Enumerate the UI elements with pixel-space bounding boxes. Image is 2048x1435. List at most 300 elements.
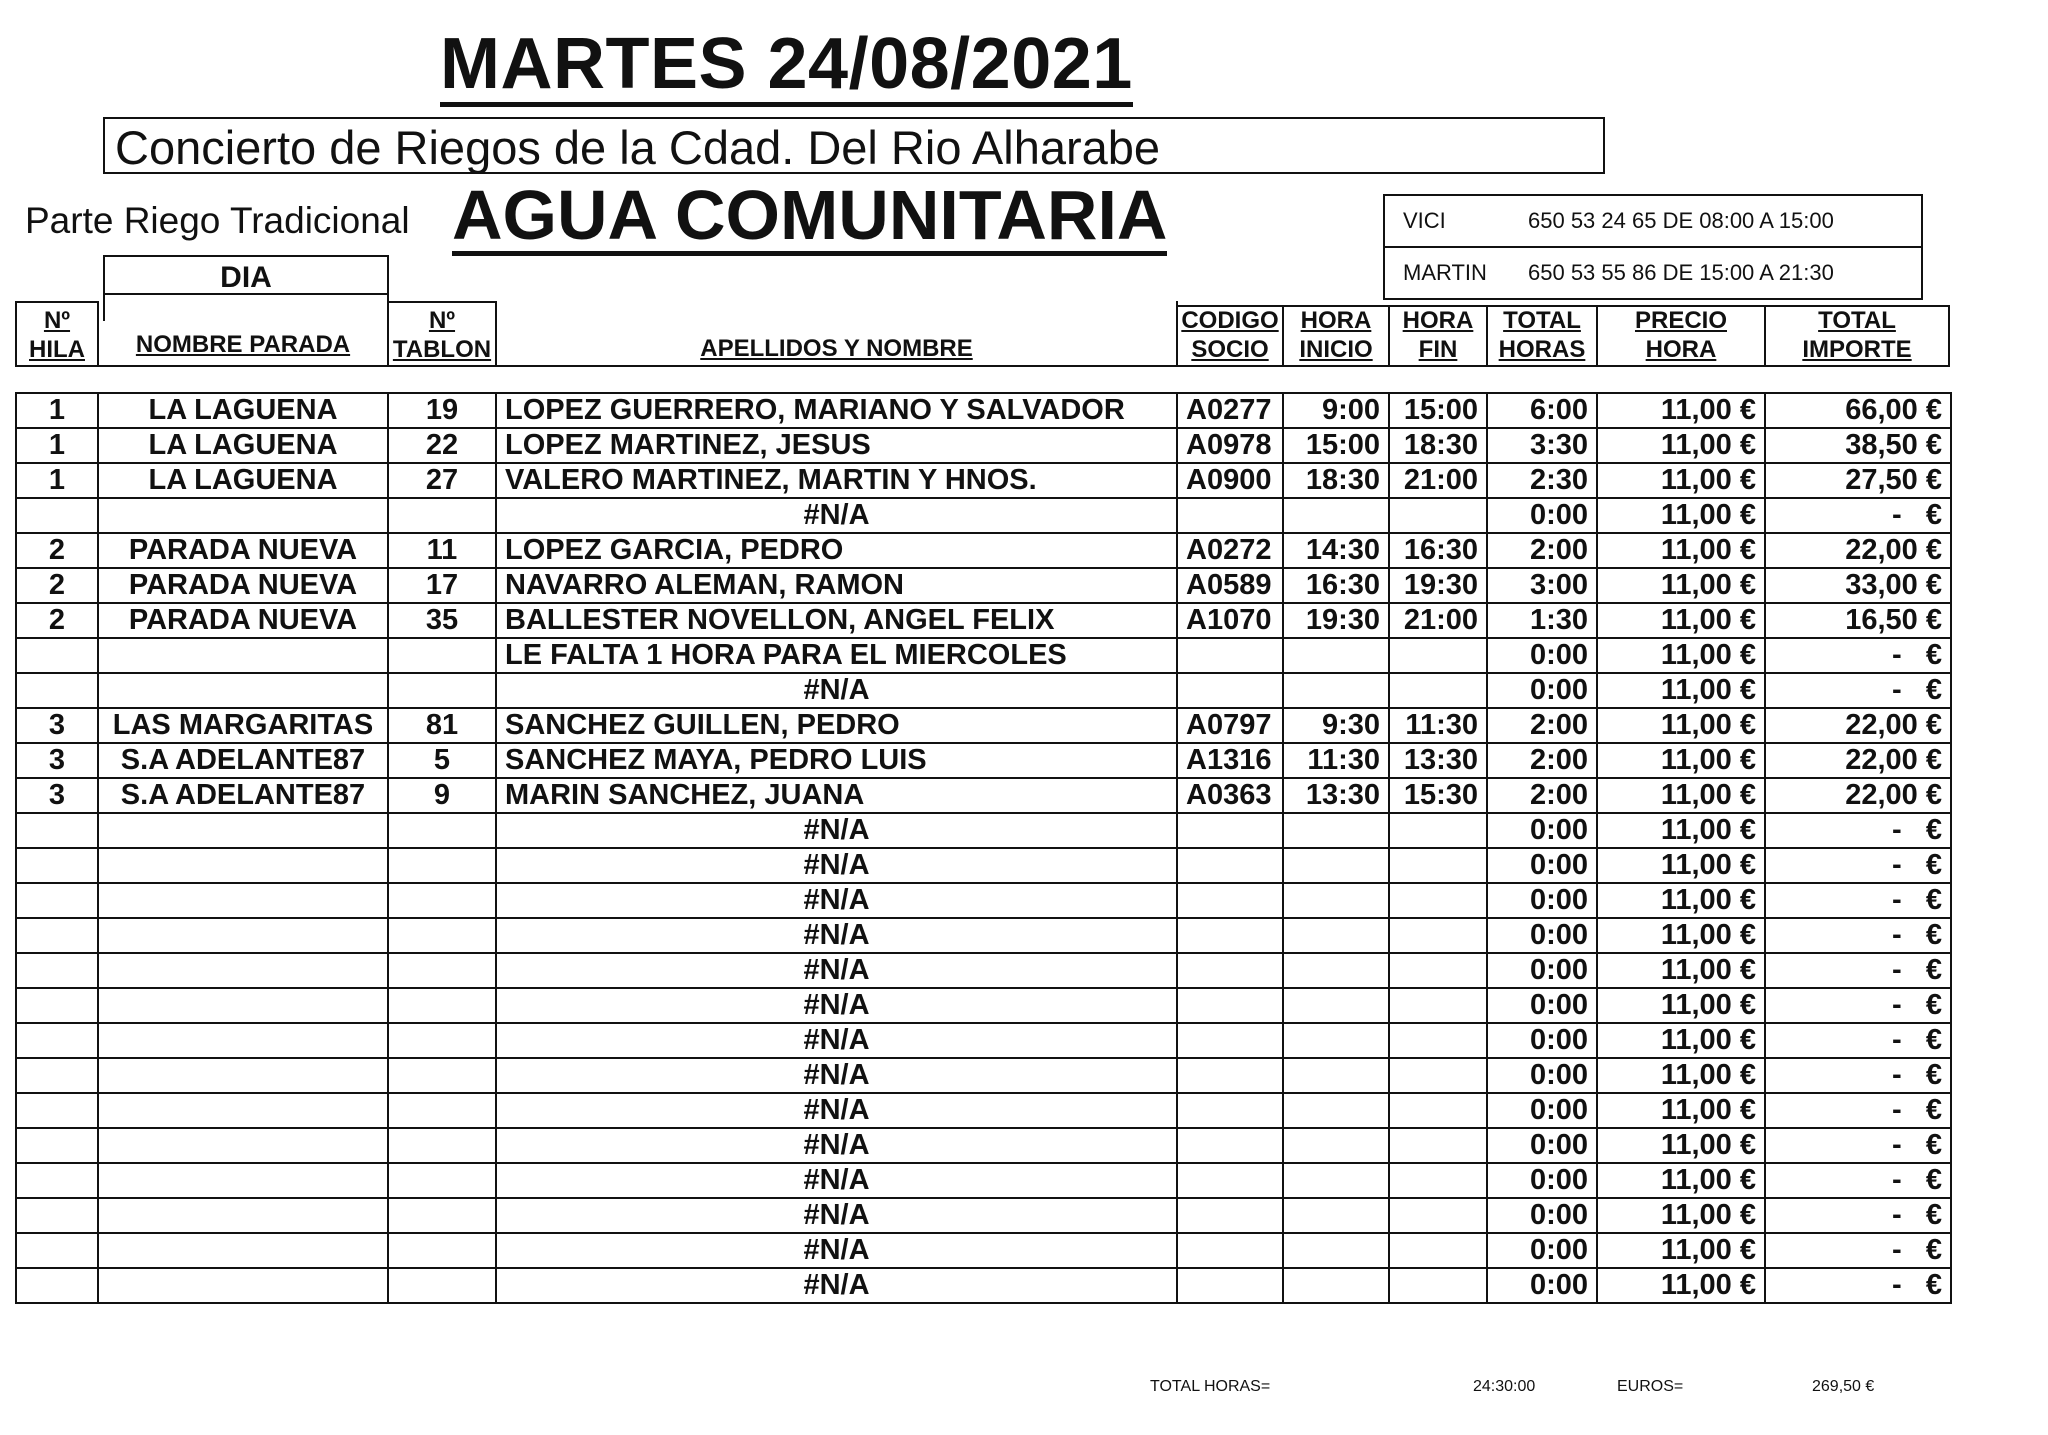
header-total-importe: TOTAL IMPORTE [1764,305,1950,367]
cell-total-importe: - € [1765,988,1951,1023]
cell-nombre-parada: LAS MARGARITAS [98,708,388,743]
cell-hila [16,673,98,708]
cell-hora-inicio [1283,813,1389,848]
cell-codigo-socio: A0978 [1177,428,1283,463]
cell-hila [16,1268,98,1303]
cell-hora-fin [1389,1233,1487,1268]
cell-total-importe: - € [1765,673,1951,708]
cell-total-importe: - € [1765,1023,1951,1058]
cell-precio-hora: 11,00 € [1597,953,1765,988]
cell-hora-inicio [1283,988,1389,1023]
cell-hora-fin [1389,988,1487,1023]
cell-tablon: 11 [388,533,496,568]
cell-apellidos-nombre: LOPEZ MARTINEZ, JESUS [496,428,1177,463]
cell-precio-hora: 11,00 € [1597,638,1765,673]
cell-total-horas: 2:00 [1487,778,1597,813]
cell-codigo-socio [1177,1093,1283,1128]
header-codigo-socio: CODIGO SOCIO [1176,305,1284,367]
cell-hora-inicio [1283,1023,1389,1058]
cell-tablon: 5 [388,743,496,778]
cell-codigo-socio: A1316 [1177,743,1283,778]
cell-total-importe: - € [1765,813,1951,848]
cell-nombre-parada [98,1023,388,1058]
cell-codigo-socio: A0797 [1177,708,1283,743]
cell-hora-inicio [1283,1198,1389,1233]
cell-nombre-parada: PARADA NUEVA [98,603,388,638]
cell-total-importe: 22,00 € [1765,533,1951,568]
cell-total-importe: 38,50 € [1765,428,1951,463]
cell-precio-hora: 11,00 € [1597,498,1765,533]
cell-codigo-socio [1177,1128,1283,1163]
cell-hila: 2 [16,603,98,638]
cell-precio-hora: 11,00 € [1597,1128,1765,1163]
cell-total-horas: 0:00 [1487,1058,1597,1093]
cell-codigo-socio [1177,1233,1283,1268]
cell-hora-fin [1389,1023,1487,1058]
cell-total-importe: - € [1765,1198,1951,1233]
irrigation-table [15,392,1952,1304]
table-row [16,393,1951,428]
cell-tablon [388,498,496,533]
cell-total-importe: 22,00 € [1765,743,1951,778]
cell-nombre-parada: LA LAGUENA [98,428,388,463]
cell-total-horas: 0:00 [1487,1093,1597,1128]
cell-total-importe: - € [1765,918,1951,953]
cell-precio-hora: 11,00 € [1597,988,1765,1023]
cell-apellidos-nombre: #N/A [496,1233,1177,1268]
cell-total-importe: - € [1765,1163,1951,1198]
cell-total-horas: 0:00 [1487,1023,1597,1058]
cell-total-horas: 0:00 [1487,813,1597,848]
cell-apellidos-nombre: #N/A [496,883,1177,918]
table-row [16,1058,1951,1093]
cell-hora-fin: 21:00 [1389,463,1487,498]
cell-nombre-parada [98,1093,388,1128]
table-row [16,918,1951,953]
cell-total-importe: - € [1765,1233,1951,1268]
cell-hila: 3 [16,778,98,813]
cell-hora-inicio: 15:00 [1283,428,1389,463]
cell-hila [16,1128,98,1163]
cell-hora-inicio: 9:00 [1283,393,1389,428]
cell-apellidos-nombre: #N/A [496,673,1177,708]
table-row [16,428,1951,463]
dia-box [103,255,389,323]
euros-label: EUROS= [1617,1378,1684,1395]
contact-row [1385,196,1921,248]
cell-precio-hora: 11,00 € [1597,1198,1765,1233]
cell-hora-inicio [1283,673,1389,708]
cell-precio-hora: 11,00 € [1597,1233,1765,1268]
cell-apellidos-nombre: #N/A [496,918,1177,953]
cell-codigo-socio [1177,813,1283,848]
cell-hora-fin [1389,1128,1487,1163]
table-row [16,603,1951,638]
cell-total-importe: - € [1765,1128,1951,1163]
cell-hora-inicio [1283,1093,1389,1128]
cell-hora-inicio [1283,638,1389,673]
cell-hila [16,1093,98,1128]
cell-tablon [388,1058,496,1093]
table-row [16,778,1951,813]
cell-hora-inicio: 13:30 [1283,778,1389,813]
cell-hora-fin [1389,498,1487,533]
cell-tablon [388,1023,496,1058]
cell-total-horas: 0:00 [1487,638,1597,673]
cell-codigo-socio: A1070 [1177,603,1283,638]
cell-codigo-socio [1177,1268,1283,1303]
cell-precio-hora: 11,00 € [1597,918,1765,953]
contact-row [1385,248,1921,298]
cell-total-importe: - € [1765,953,1951,988]
cell-nombre-parada: PARADA NUEVA [98,533,388,568]
cell-precio-hora: 11,00 € [1597,848,1765,883]
cell-tablon [388,1198,496,1233]
contact-phone: 650 53 55 86 DE 15:00 A 21:30 [1528,260,1834,285]
cell-tablon [388,1163,496,1198]
cell-hora-inicio [1283,1128,1389,1163]
cell-precio-hora: 11,00 € [1597,743,1765,778]
cell-nombre-parada [98,883,388,918]
cell-codigo-socio [1177,988,1283,1023]
cell-apellidos-nombre: #N/A [496,1023,1177,1058]
dia-label: DIA [220,261,272,294]
cell-total-importe: - € [1765,1093,1951,1128]
cell-nombre-parada [98,1058,388,1093]
cell-tablon [388,953,496,988]
cell-hora-inicio: 14:30 [1283,533,1389,568]
contact-phone: 650 53 24 65 DE 08:00 A 15:00 [1528,208,1834,233]
cell-total-horas: 2:00 [1487,533,1597,568]
cell-total-horas: 0:00 [1487,883,1597,918]
cell-codigo-socio [1177,673,1283,708]
page-title: MARTES 24/08/2021 [440,28,1133,107]
cell-apellidos-nombre: #N/A [496,813,1177,848]
header-apellidos-nombre: APELLIDOS Y NOMBRE [495,301,1178,367]
cell-total-horas: 3:30 [1487,428,1597,463]
contact-name: MARTIN [1403,260,1487,285]
cell-precio-hora: 11,00 € [1597,393,1765,428]
cell-codigo-socio [1177,1058,1283,1093]
cell-tablon [388,673,496,708]
cell-hora-fin: 21:00 [1389,603,1487,638]
cell-hora-inicio [1283,953,1389,988]
cell-codigo-socio [1177,1023,1283,1058]
cell-total-horas: 0:00 [1487,673,1597,708]
table-row [16,1023,1951,1058]
table-row [16,533,1951,568]
cell-hora-fin [1389,1163,1487,1198]
table-row [16,813,1951,848]
cell-hila: 3 [16,708,98,743]
cell-apellidos-nombre: #N/A [496,1268,1177,1303]
table-row [16,1128,1951,1163]
cell-codigo-socio: A0363 [1177,778,1283,813]
cell-codigo-socio: A0900 [1177,463,1283,498]
cell-tablon [388,988,496,1023]
cell-hora-inicio [1283,498,1389,533]
cell-codigo-socio: A0272 [1177,533,1283,568]
cell-nombre-parada [98,918,388,953]
cell-apellidos-nombre: #N/A [496,988,1177,1023]
cell-total-importe: 22,00 € [1765,708,1951,743]
cell-nombre-parada [98,498,388,533]
cell-nombre-parada [98,1268,388,1303]
cell-tablon [388,1268,496,1303]
cell-tablon: 19 [388,393,496,428]
cell-nombre-parada [98,988,388,1023]
cell-hora-fin [1389,918,1487,953]
cell-nombre-parada: S.A ADELANTE87 [98,778,388,813]
table-row [16,498,1951,533]
cell-tablon [388,883,496,918]
cell-codigo-socio: A0589 [1177,568,1283,603]
cell-precio-hora: 11,00 € [1597,1058,1765,1093]
cell-codigo-socio [1177,498,1283,533]
cell-apellidos-nombre: SANCHEZ GUILLEN, PEDRO [496,708,1177,743]
cell-hora-fin: 15:30 [1389,778,1487,813]
cell-apellidos-nombre: #N/A [496,1128,1177,1163]
cell-hora-fin: 15:00 [1389,393,1487,428]
header-total-horas: TOTAL HORAS [1486,305,1598,367]
cell-precio-hora: 11,00 € [1597,1163,1765,1198]
cell-total-horas: 1:30 [1487,603,1597,638]
cell-total-importe: 33,00 € [1765,568,1951,603]
cell-precio-hora: 11,00 € [1597,428,1765,463]
cell-codigo-socio [1177,1198,1283,1233]
cell-codigo-socio [1177,953,1283,988]
cell-tablon: 81 [388,708,496,743]
cell-hora-inicio: 19:30 [1283,603,1389,638]
cell-hora-fin [1389,1058,1487,1093]
cell-precio-hora: 11,00 € [1597,463,1765,498]
cell-apellidos-nombre: LOPEZ GUERRERO, MARIANO Y SALVADOR [496,393,1177,428]
cell-hila [16,988,98,1023]
cell-tablon: 9 [388,778,496,813]
cell-total-importe: 27,50 € [1765,463,1951,498]
contact-name: VICI [1403,208,1446,233]
cell-hila: 1 [16,393,98,428]
cell-precio-hora: 11,00 € [1597,1093,1765,1128]
euros-value: 269,50 € [1812,1378,1875,1395]
cell-hila: 2 [16,533,98,568]
cell-hila [16,1163,98,1198]
cell-tablon [388,638,496,673]
table-row [16,953,1951,988]
cell-hora-inicio: 11:30 [1283,743,1389,778]
cell-total-horas: 3:00 [1487,568,1597,603]
cell-total-horas: 2:00 [1487,743,1597,778]
cell-nombre-parada [98,848,388,883]
cell-precio-hora: 11,00 € [1597,533,1765,568]
cell-total-horas: 0:00 [1487,1233,1597,1268]
cell-nombre-parada [98,1198,388,1233]
cell-precio-hora: 11,00 € [1597,603,1765,638]
table-row [16,568,1951,603]
cell-hila [16,498,98,533]
cell-apellidos-nombre: LOPEZ GARCIA, PEDRO [496,533,1177,568]
cell-hila [16,883,98,918]
cell-tablon [388,1128,496,1163]
cell-total-importe: - € [1765,498,1951,533]
cell-hila [16,848,98,883]
cell-hora-fin [1389,1093,1487,1128]
table-row [16,463,1951,498]
cell-hora-fin: 16:30 [1389,533,1487,568]
cell-apellidos-nombre: VALERO MARTINEZ, MARTIN Y HNOS. [496,463,1177,498]
cell-nombre-parada [98,1233,388,1268]
cell-precio-hora: 11,00 € [1597,1268,1765,1303]
cell-apellidos-nombre: BALLESTER NOVELLON, ANGEL FELIX [496,603,1177,638]
header-hila: Nº HILA [15,301,99,367]
cell-hora-inicio [1283,848,1389,883]
cell-codigo-socio [1177,883,1283,918]
organization-name: Concierto de Riegos de la Cdad. Del Rio Alharabe [103,117,1605,174]
cell-nombre-parada [98,813,388,848]
cell-tablon [388,1093,496,1128]
cell-hora-fin: 19:30 [1389,568,1487,603]
cell-hila [16,1198,98,1233]
cell-total-importe: 16,50 € [1765,603,1951,638]
cell-hora-fin [1389,673,1487,708]
table-row [16,848,1951,883]
cell-apellidos-nombre: MARIN SANCHEZ, JUANA [496,778,1177,813]
cell-apellidos-nombre: #N/A [496,1093,1177,1128]
total-horas-label: TOTAL HORAS= [1150,1378,1271,1395]
cell-codigo-socio: A0277 [1177,393,1283,428]
table-row [16,1093,1951,1128]
cell-hora-inicio [1283,1058,1389,1093]
cell-total-horas: 0:00 [1487,1268,1597,1303]
cell-total-importe: 22,00 € [1765,778,1951,813]
cell-nombre-parada [98,638,388,673]
divider [105,293,387,295]
cell-nombre-parada: LA LAGUENA [98,393,388,428]
cell-hora-fin [1389,813,1487,848]
cell-codigo-socio [1177,848,1283,883]
cell-apellidos-nombre: #N/A [496,953,1177,988]
table-row [16,673,1951,708]
cell-nombre-parada [98,953,388,988]
header-nombre-parada: NOMBRE PARADA [97,321,389,367]
cell-precio-hora: 11,00 € [1597,778,1765,813]
cell-hora-inicio: 16:30 [1283,568,1389,603]
cell-apellidos-nombre: #N/A [496,1163,1177,1198]
cell-hila [16,813,98,848]
cell-total-importe: - € [1765,1268,1951,1303]
cell-hila: 2 [16,568,98,603]
cell-hora-inicio: 9:30 [1283,708,1389,743]
cell-apellidos-nombre: SANCHEZ MAYA, PEDRO LUIS [496,743,1177,778]
cell-tablon: 35 [388,603,496,638]
cell-tablon [388,848,496,883]
cell-hora-inicio: 18:30 [1283,463,1389,498]
cell-total-importe: - € [1765,638,1951,673]
cell-hila: 1 [16,463,98,498]
cell-hora-fin [1389,638,1487,673]
cell-hora-inicio [1283,1268,1389,1303]
contact-box [1383,194,1923,300]
cell-total-horas: 2:00 [1487,708,1597,743]
cell-total-importe: - € [1765,1058,1951,1093]
subtitle-big: AGUA COMUNITARIA [452,176,1168,254]
table-row [16,638,1951,673]
cell-hila [16,953,98,988]
cell-tablon [388,1233,496,1268]
cell-total-horas: 0:00 [1487,918,1597,953]
table-row [16,988,1951,1023]
cell-apellidos-nombre: #N/A [496,1198,1177,1233]
subtitle-small: Parte Riego Tradicional [25,200,410,241]
cell-hila [16,638,98,673]
cell-nombre-parada [98,673,388,708]
header-tablon: Nº TABLON [387,301,497,367]
cell-hila [16,1233,98,1268]
cell-nombre-parada [98,1163,388,1198]
cell-codigo-socio [1177,918,1283,953]
cell-precio-hora: 11,00 € [1597,1023,1765,1058]
cell-precio-hora: 11,00 € [1597,673,1765,708]
cell-hora-inicio [1283,918,1389,953]
cell-hila [16,918,98,953]
table-row [16,1268,1951,1303]
cell-tablon [388,813,496,848]
cell-total-importe: - € [1765,848,1951,883]
cell-hora-inicio [1283,1233,1389,1268]
cell-precio-hora: 11,00 € [1597,883,1765,918]
cell-nombre-parada: S.A ADELANTE87 [98,743,388,778]
cell-total-horas: 0:00 [1487,848,1597,883]
cell-hora-inicio [1283,883,1389,918]
cell-hila: 3 [16,743,98,778]
header-hora-fin: HORA FIN [1388,305,1488,367]
cell-hila [16,1023,98,1058]
cell-total-horas: 0:00 [1487,498,1597,533]
cell-nombre-parada [98,1128,388,1163]
cell-hora-fin: 11:30 [1389,708,1487,743]
cell-hila [16,1058,98,1093]
cell-apellidos-nombre: #N/A [496,1058,1177,1093]
header-precio-hora: PRECIO HORA [1596,305,1766,367]
cell-nombre-parada: PARADA NUEVA [98,568,388,603]
cell-total-horas: 0:00 [1487,1198,1597,1233]
cell-precio-hora: 11,00 € [1597,813,1765,848]
cell-total-horas: 0:00 [1487,1163,1597,1198]
cell-total-horas: 0:00 [1487,953,1597,988]
table-row [16,708,1951,743]
cell-tablon: 17 [388,568,496,603]
cell-hora-fin [1389,848,1487,883]
header-hora-inicio: HORA INICIO [1282,305,1390,367]
cell-hora-fin: 18:30 [1389,428,1487,463]
cell-total-importe: 66,00 € [1765,393,1951,428]
cell-hora-fin: 13:30 [1389,743,1487,778]
table-row [16,743,1951,778]
cell-hora-inicio [1283,1163,1389,1198]
table-row [16,1198,1951,1233]
cell-tablon [388,918,496,953]
cell-hora-fin [1389,883,1487,918]
cell-nombre-parada: LA LAGUENA [98,463,388,498]
cell-hora-fin [1389,953,1487,988]
cell-hora-fin [1389,1268,1487,1303]
cell-apellidos-nombre: #N/A [496,498,1177,533]
cell-apellidos-nombre: LE FALTA 1 HORA PARA EL MIERCOLES [496,638,1177,673]
cell-total-horas: 0:00 [1487,1128,1597,1163]
cell-apellidos-nombre: #N/A [496,848,1177,883]
total-horas-value: 24:30:00 [1473,1378,1536,1395]
cell-apellidos-nombre: NAVARRO ALEMAN, RAMON [496,568,1177,603]
